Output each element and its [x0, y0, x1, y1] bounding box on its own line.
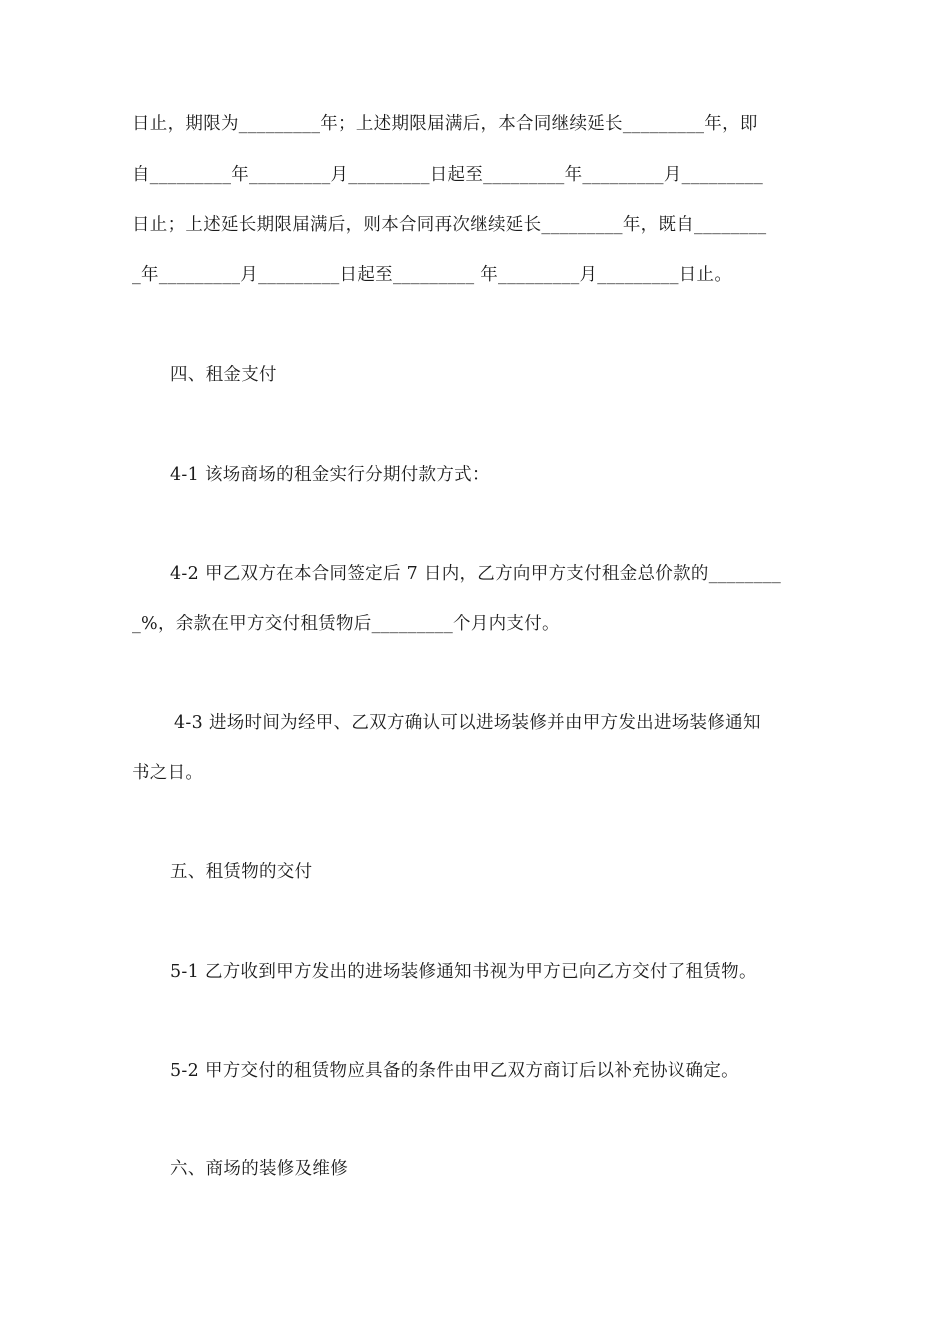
clause-4-3-line-2: 书之日。: [132, 763, 204, 783]
term-text-line-1: 日止，期限为_________年；上述期限届满后，本合同继续延长_________年，即: [132, 114, 758, 134]
term-text-line-2: 自_________年_________月_________日起至_________年_________月_________: [132, 165, 764, 185]
section-heading-rent-payment: 四、租金支付: [170, 365, 277, 385]
section-heading-renovation: 六、商场的装修及维修: [170, 1159, 348, 1179]
clause-4-2-line-2: _%，余款在甲方交付租赁物后_________个月内支付。: [132, 614, 560, 634]
clause-4-2-line-1: 4-2 甲乙双方在本合同签定后 7 日内，乙方向甲方支付租金总价款的________: [170, 564, 782, 584]
clause-5-1: 5-1 乙方收到甲方发出的进场装修通知书视为甲方已向乙方交付了租赁物。: [170, 962, 757, 982]
term-text-line-3: 日止；上述延长期限届满后，则本合同再次继续延长_________年，既自________: [132, 215, 767, 235]
clause-4-3-line-1: 4-3 进场时间为经甲、乙双方确认可以进场装修并由甲方发出进场装修通知: [174, 713, 761, 733]
clause-4-1: 4-1 该场商场的租金实行分期付款方式：: [170, 465, 490, 485]
section-heading-delivery: 五、租赁物的交付: [170, 862, 313, 882]
clause-5-2: 5-2 甲方交付的租赁物应具备的条件由甲乙双方商订后以补充协议确定。: [170, 1061, 739, 1081]
term-text-line-4: _年_________月_________日起至_________ 年_________月_________日止。: [132, 265, 733, 285]
